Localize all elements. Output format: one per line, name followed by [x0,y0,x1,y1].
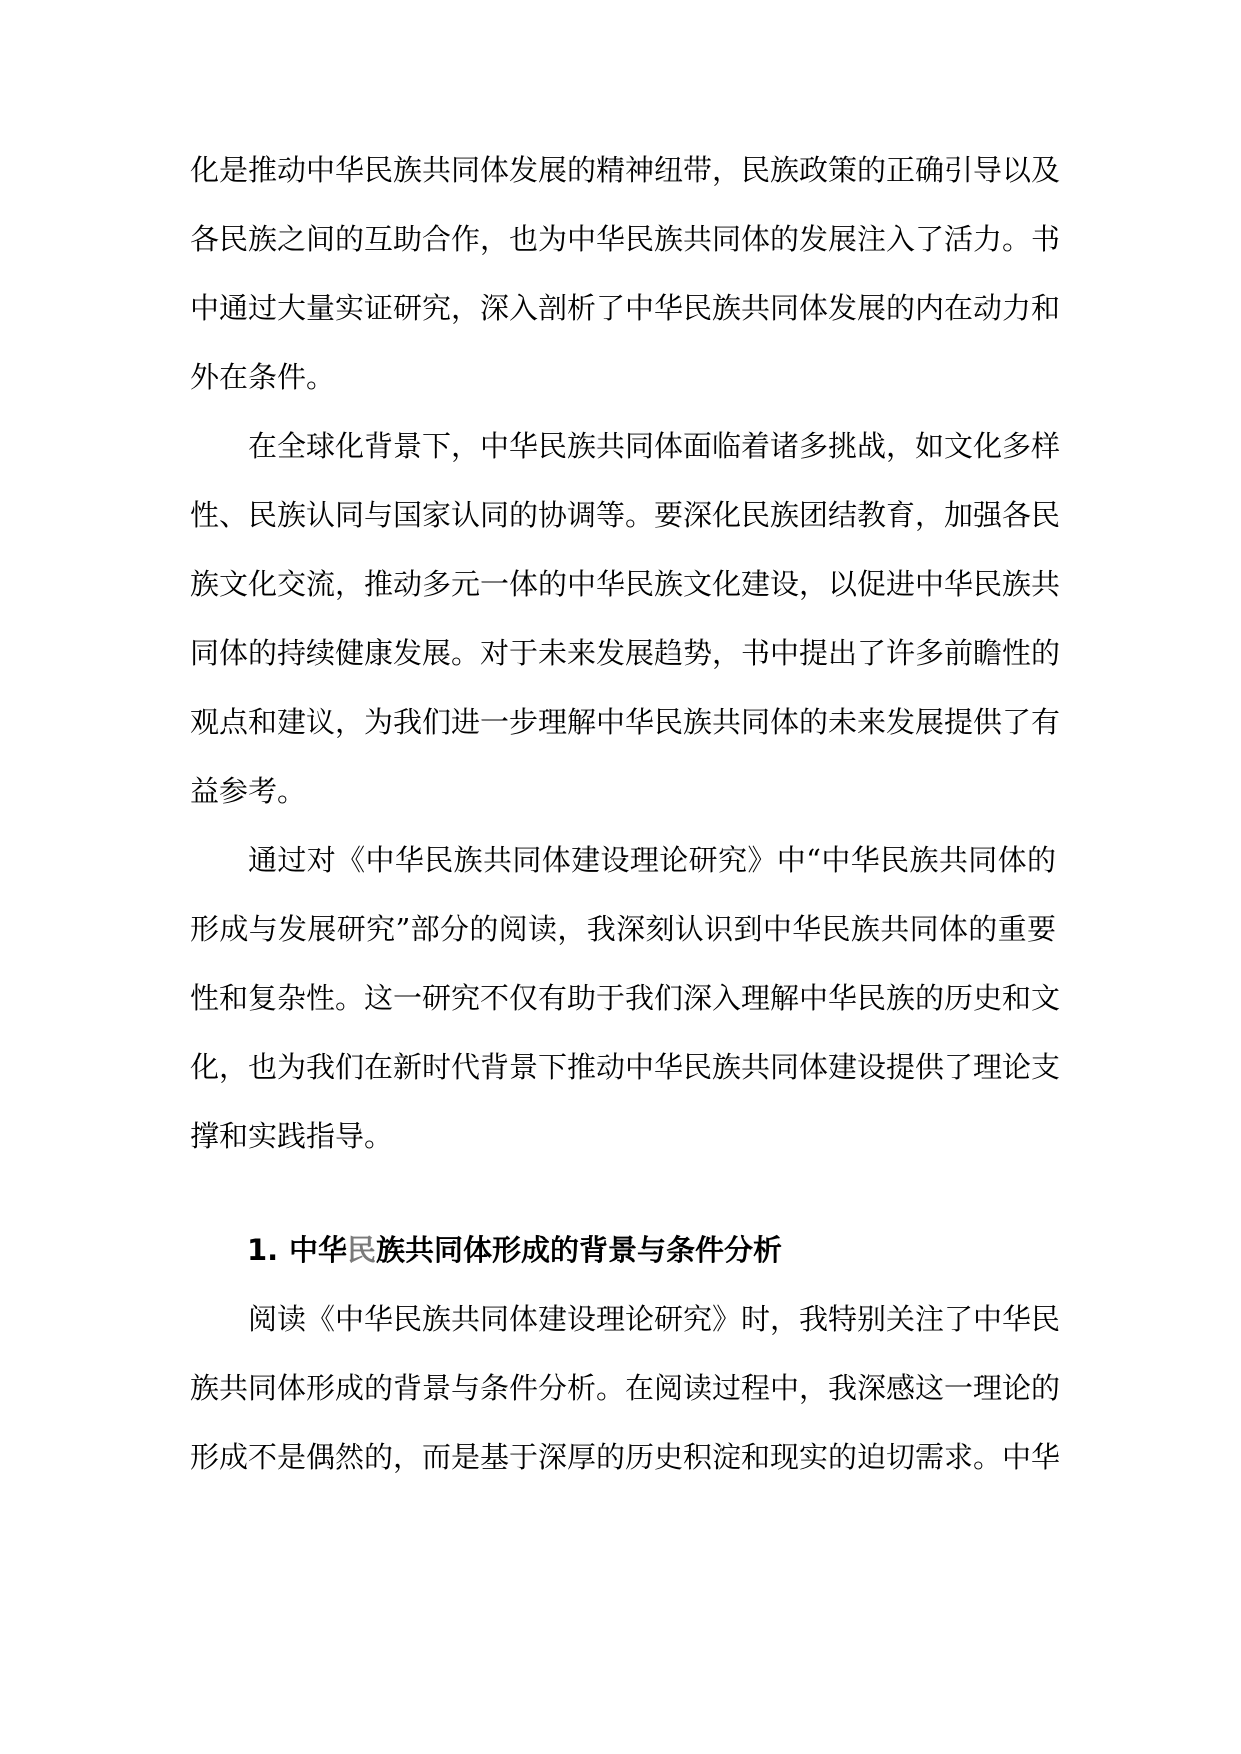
section-number: 1. [247,1233,279,1267]
paragraph-line: 在全球化背景下，中华民族共同体面临着诸多挑战，如文化多样 [248,429,1061,463]
paragraph-line: 族文化交流，推动多元一体的中华民族文化建设，以促进中华民族共 [190,567,1061,601]
section-title-part: 中华 [289,1233,348,1267]
paragraph-line: 同体的持续健康发展。对于未来发展趋势，书中提出了许多前瞻性的 [190,636,1061,670]
paragraph-line: 族共同体形成的背景与条件分析。在阅读过程中，我深感这一理论的 [190,1371,1061,1405]
paragraph-line: 益参考。 [190,774,307,808]
paragraph-line: 中通过大量实证研究，深入剖析了中华民族共同体发展的内在动力和 [190,291,1061,325]
page-content [190,136,1061,1492]
paragraph-line: 观点和建议，为我们进一步理解中华民族共同体的未来发展提供了有 [190,705,1061,739]
paragraph-line: 阅读《中华民族共同体建设理论研究》时，我特别关注了中华民 [248,1302,1061,1336]
paragraph-3 [190,826,1061,1171]
paragraph-line: 外在条件。 [190,360,336,394]
paragraph-line: 化，也为我们在新时代背景下推动中华民族共同体建设提供了理论支 [190,1050,1061,1084]
paragraph-line: 性和复杂性。这一研究不仅有助于我们深入理解中华民族的历史和文 [190,981,1061,1015]
paragraph-2 [190,412,1061,826]
paragraph-4 [190,1285,1061,1492]
paragraph-line: 形成与发展研究”部分的阅读，我深刻认识到中华民族共同体的重要 [190,912,1056,946]
section-heading [190,1216,1056,1285]
section-title-accent: 民 [347,1233,377,1267]
paragraph-line: 通过对《中华民族共同体建设理论研究》中“中华民族共同体的 [248,843,1056,877]
paragraph-line: 性、民族认同与国家认同的协调等。要深化民族团结教育，加强各民 [190,498,1061,532]
paragraph-line: 撑和实践指导。 [190,1119,394,1153]
paragraph-1 [190,136,1061,412]
section-title-part: 族共同体形成的背景与条件分析 [376,1233,783,1267]
paragraph-line: 各民族之间的互助合作，也为中华民族共同体的发展注入了活力。书 [190,222,1061,256]
paragraph-line: 形成不是偶然的，而是基于深厚的历史积淀和现实的迫切需求。中华 [190,1440,1061,1474]
paragraph-line: 化是推动中华民族共同体发展的精神纽带，民族政策的正确引导以及 [190,153,1061,187]
